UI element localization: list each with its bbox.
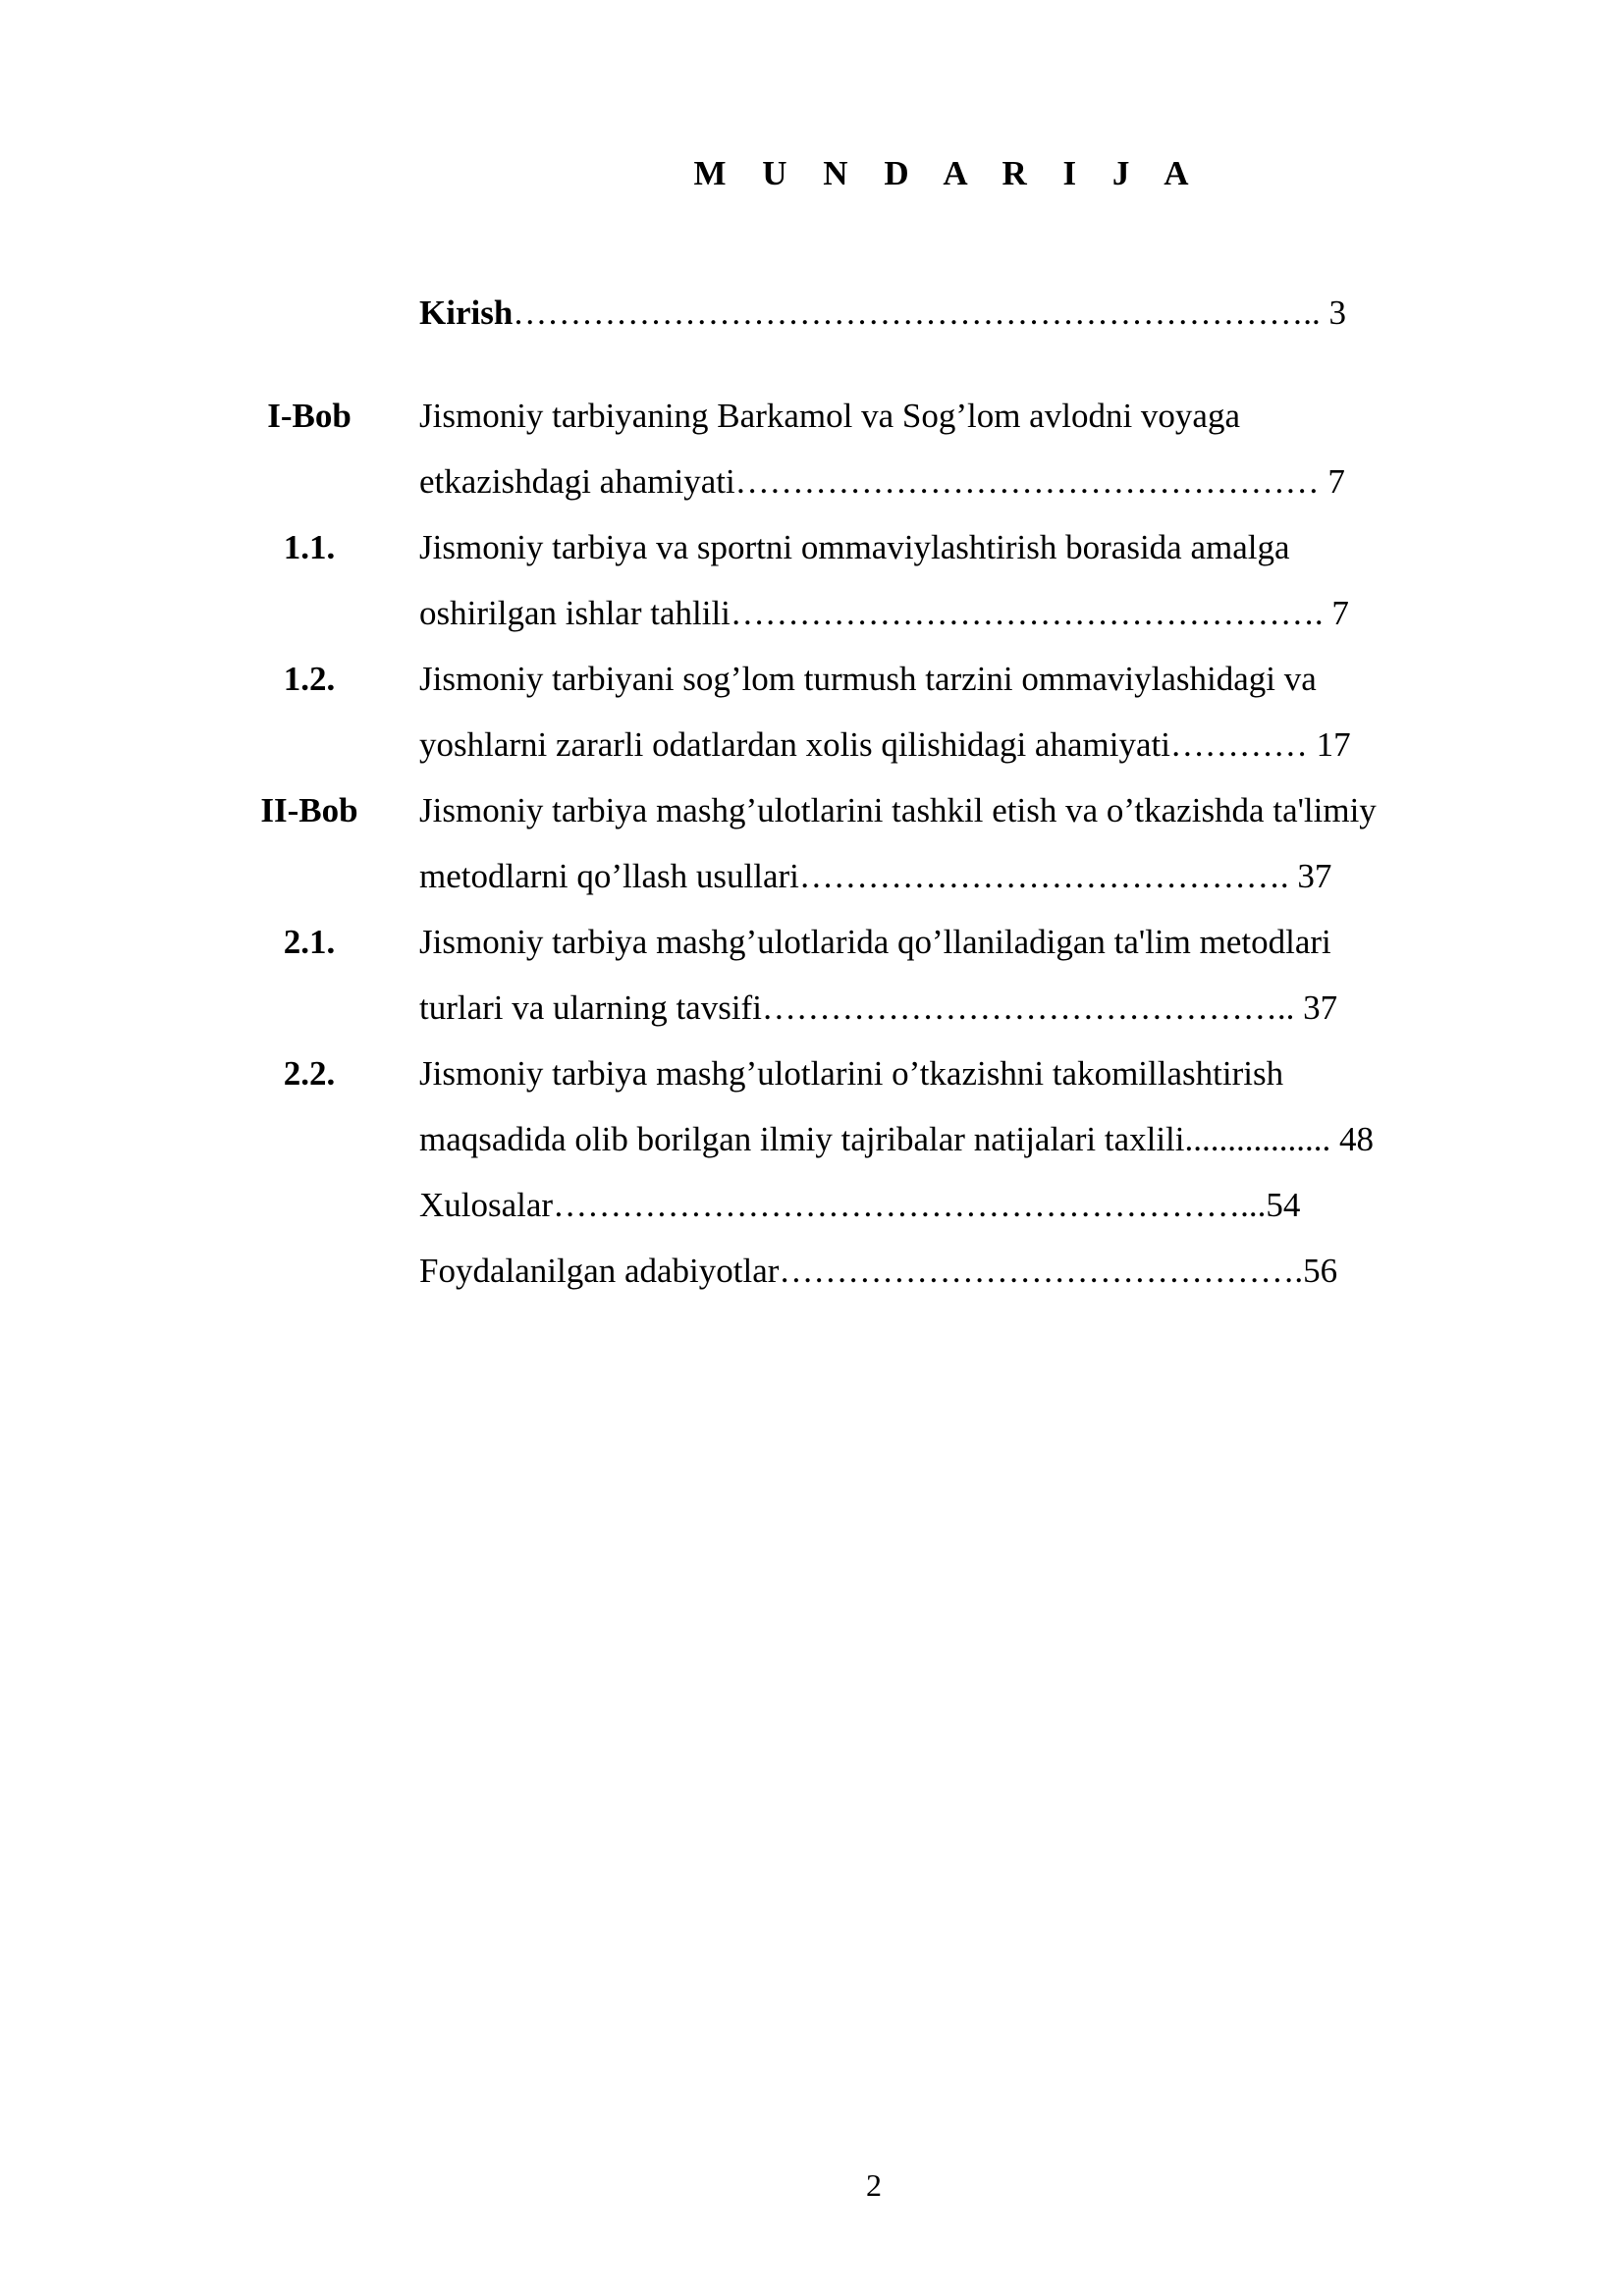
toc-entry-adabiyotlar xyxy=(245,1238,1502,1304)
toc-entry-line: yoshlarni zararli odatlardan xolis qilishidagi ahamiyati………… 17 xyxy=(419,725,1351,764)
toc-entry-text xyxy=(373,909,1502,1041)
toc-entry xyxy=(245,909,1502,1041)
toc-entry xyxy=(245,514,1502,646)
toc-entry xyxy=(245,777,1502,909)
toc-entry xyxy=(245,1041,1502,1172)
toc-entry-text xyxy=(373,280,1502,346)
toc-entry-number: I-Bob xyxy=(267,397,352,435)
toc-entry-leader: …………………………………………………………….. 3 xyxy=(513,294,1347,332)
toc-entry-number: II-Bob xyxy=(260,791,358,829)
toc-entry-text xyxy=(373,646,1502,777)
toc-entry-number: 2.1. xyxy=(283,923,336,961)
toc-entry-line: Xulosalar……………………………………………………...54 xyxy=(419,1186,1301,1224)
toc-entry-number: 1.1. xyxy=(283,528,336,566)
toc-entry-line: turlari va ularning tavsifi……………………………………….. 37 xyxy=(419,988,1338,1027)
toc-entry-text xyxy=(373,777,1502,909)
toc-entry-line: Foydalanilgan adabiyotlar……………………………………….56 xyxy=(419,1252,1338,1290)
toc-entry-text xyxy=(373,383,1502,514)
page-number: 2 xyxy=(866,2167,882,2203)
toc-spacer xyxy=(245,346,1502,383)
toc-entry-line: Jismoniy tarbiya mashg’ulotlarida qo’llaniladigan ta'lim metodlari xyxy=(419,923,1331,961)
toc-entry-kirish xyxy=(245,280,1502,346)
toc-entry-line: Jismoniy tarbiya va sportni ommaviylashtirish borasida amalga xyxy=(419,528,1290,566)
toc-entry-text xyxy=(373,1172,1502,1238)
toc-entry xyxy=(245,383,1502,514)
toc-entry-text xyxy=(373,1041,1502,1172)
toc-entry-line: oshirilgan ishlar tahlili……………………………………………. 7 xyxy=(419,594,1349,632)
toc-entry-xulosalar xyxy=(245,1172,1502,1238)
toc-entry-line: Jismoniy tarbiya mashg’ulotlarini tashkil etish va o’tkazishda ta'limiy xyxy=(419,791,1377,829)
toc-entry-number: 2.2. xyxy=(283,1054,336,1093)
table-of-contents xyxy=(245,280,1502,1304)
page-title: M U N D A R I J A xyxy=(693,154,1203,192)
toc-entry-line: Jismoniy tarbiya mashg’ulotlarini o’tkazishni takomillashtirish xyxy=(419,1054,1284,1093)
toc-entry-line: Jismoniy tarbiyaning Barkamol va Sog’lom avlodni voyaga xyxy=(419,397,1240,435)
toc-entry-line: etkazishdagi ahamiyati…………………………………………… 7 xyxy=(419,462,1345,501)
toc-entry xyxy=(245,646,1502,777)
toc-entry-line: maqsadida olib borilgan ilmiy tajribalar natijalari taxlili................. 48 xyxy=(419,1120,1375,1158)
toc-entry-text xyxy=(373,514,1502,646)
toc-entry-label: Kirish xyxy=(419,294,514,332)
toc-entry-line xyxy=(419,280,1502,346)
toc-entry-line: metodlarni qo’llash usullari……………………………………. 37 xyxy=(419,857,1332,895)
toc-entry-number: 1.2. xyxy=(283,660,336,698)
toc-entry-text xyxy=(373,1238,1502,1304)
toc-entry-line: Jismoniy tarbiyani sog’lom turmush tarzini ommaviylashidagi va xyxy=(419,660,1317,698)
